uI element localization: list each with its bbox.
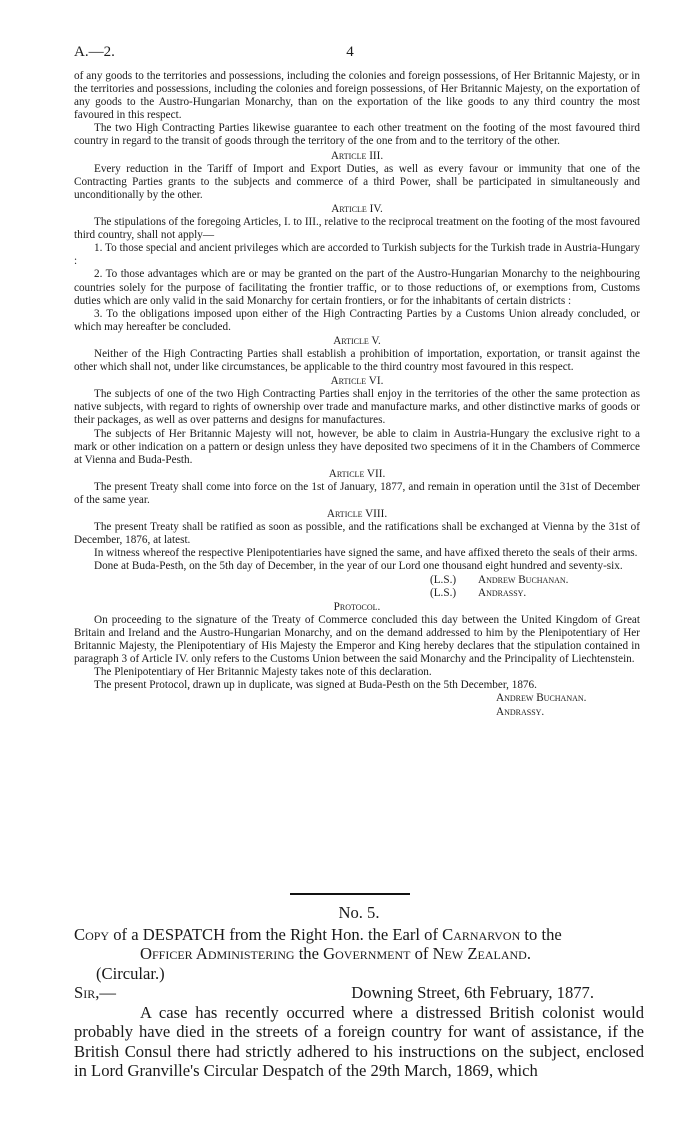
article-paragraph: Every reduction in the Tariff of Import and Export Duties, as well as every favour or immunity that one of the Contracting Parties grants to the subjects and commerce of a third Power, shall be participated in simultaneously and unconditionally by the other. — [74, 162, 640, 201]
article-paragraph: The present Treaty shall come into force on the 1st of January, 1877, and remain in operation until the 31st of December of the same year. — [74, 480, 640, 506]
protocol-heading: Protocol. — [333, 600, 381, 613]
despatch-title — [74, 925, 644, 945]
article-heading: Article V. — [333, 334, 381, 347]
article-heading: Article VIII. — [326, 508, 388, 521]
article-paragraph: The two High Contracting Parties likewise guarantee to each other treatment on the footing of the most favoured third country in regard to the transit of goods through the territory of the one from and to the territory of the other. — [74, 122, 640, 148]
article-paragraph: The present Treaty shall be ratified as soon as possible, and the ratifications shall be exchanged at Vienna by the 31st of December, 1876, at latest. — [74, 521, 640, 547]
section-divider — [290, 893, 410, 895]
treaty-signature-line — [74, 574, 596, 587]
signatory-name: Andrassy. — [478, 586, 527, 599]
article-paragraph: The stipulations of the foregoing Articles, I. to III., relative to the reciprocal treatment on the footing of the most favoured third country, shall not apply— — [74, 216, 640, 242]
protocol-signatory: Andrassy. — [496, 705, 545, 718]
protocol-signatory: Andrew Buchanan. — [496, 692, 587, 705]
title-text: to the — [520, 924, 562, 944]
despatch-body: A case has recently occurred where a distressed British colonist would probably have died in the streets of a foreign country for want of assistance, if the British Consul there had strictly adhered to his instructions on the subject, enclosed in Lord Granville's Circular Despatch of the 29th March, 1869, which — [74, 1002, 644, 1080]
title-text: . — [526, 944, 531, 963]
title-text: of — [410, 944, 433, 963]
despatch-circular: (Circular.) — [96, 963, 165, 983]
title-government: Government — [323, 944, 411, 963]
article-paragraph: In witness whereof the respective Plenipotentiaries have signed the same, and have affixed thereto the seals of their arms. — [94, 547, 638, 560]
title-text: of a DESPATCH from the Right Hon. the Earl of — [109, 924, 443, 944]
title-copy: Copy — [74, 924, 110, 944]
article-paragraph: 1. To those special and ancient privileges which are accorded to Turkish subjects for the Turkish trade in Austria-Hungary : — [74, 242, 640, 268]
despatch-title-cont — [74, 944, 644, 964]
article-heading: Article IV. — [331, 202, 383, 215]
treaty-signature-line — [74, 587, 596, 600]
salutation-line — [74, 983, 644, 1003]
treaty-text — [74, 70, 640, 719]
title-colony: New Zealand — [432, 944, 527, 963]
article-paragraph: Neither of the High Contracting Parties shall establish a prohibition of importation, exportation, or transit against the other which shall not, under like circumstances, be applicable to the third country most favoured in this respect. — [74, 347, 640, 374]
article-paragraph: The subjects of Her Britannic Majesty will not, however, be able to claim in Austria-Hungary the exclusive right to a mark or other indication on a pattern or design unless they have deposited two specimens of it in the Chambers of Commerce at Vienna and Buda-Pesth. — [74, 427, 640, 466]
article-paragraph: of any goods to the territories and possessions, including the colonies and foreign possessions, of Her Britannic Majesty, or in the territories and possessions, including the colonies and foreign possessions, of Her Britannic Majesty, on the exportation of any goods to the Austro-Hungarian Monarchy, than on the exportation of the like goods to any third country the most favoured in this respect. — [74, 70, 640, 122]
title-sender: Carnarvon — [442, 924, 521, 944]
despatch-number: No. 5. — [338, 903, 380, 922]
dateline: Downing Street, 6th February, 1877. — [351, 983, 594, 1002]
protocol-paragraph: The Plenipotentiary of Her Britannic Majesty takes note of this declaration. — [94, 666, 432, 679]
seal-mark: (L.S.) — [430, 573, 457, 586]
document-reference: A.—2. — [74, 44, 115, 60]
signatory-name: Andrew Buchanan. — [478, 573, 569, 586]
article-heading: Article III. — [330, 149, 384, 162]
protocol-paragraph: The present Protocol, drawn up in duplicate, was signed at Buda-Pesth on the 5th December, 1876. — [94, 679, 537, 692]
article-paragraph: Done at Buda-Pesth, on the 5th day of December, in the year of our Lord one thousand eight hundred and seventy-six. — [94, 560, 623, 573]
article-paragraph: The subjects of one of the two High Contracting Parties shall enjoy in the territories of the other the same protection as native subjects, with regard to rights of ownership over trade and manufacture marks, and other distinctive marks of goods or their packages, as well as over patterns and designs for manufactures. — [74, 388, 640, 427]
article-paragraph: 2. To those advantages which are or may be granted on the part of the Austro-Hungarian Monarchy to the neighbouring countries solely for the purpose of facilitating the frontier traffic, or to those reductions of, or exemptions from, Customs duties which are only valid in the said Monarchy for certain frontiers, or for the inhabitants of certain districts : — [74, 268, 640, 307]
article-heading: Article VI. — [330, 375, 384, 388]
title-recipient: Officer Administering — [140, 944, 295, 963]
salutation: Sir,— — [74, 983, 116, 1002]
despatch-section — [74, 903, 644, 1081]
article-heading: Article VII. — [328, 467, 386, 480]
protocol-paragraph: On proceeding to the signature of the Treaty of Commerce concluded this day between the United Kingdom of Great Britain and Ireland and the Austro-Hungarian Monarchy, and on the demand addressed to him by the Plenipotentiary of Her Britannic Majesty, the Plenipotentiary of His Majesty the Emperor and King hereby declares that the stipulation contained in paragraph 3 of Article IV. only refers to the Customs Union between the said Monarchy and the Principality of Liechtenstein. — [74, 613, 640, 666]
article-paragraph: 3. To the obligations imposed upon either of the High Contracting Parties by a Customs Union already concluded, or which may hereafter be concluded. — [74, 307, 640, 333]
page-number: 4 — [346, 44, 354, 60]
title-text: the — [294, 944, 324, 963]
seal-mark: (L.S.) — [430, 586, 457, 599]
